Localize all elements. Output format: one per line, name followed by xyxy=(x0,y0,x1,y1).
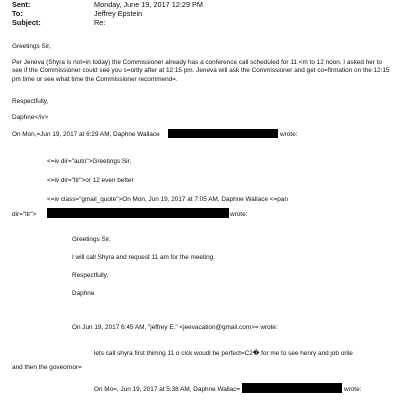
quote1-line1: <=iv dir="auto">Greetings Sir, xyxy=(47,158,132,165)
q2-signature: Daphne xyxy=(72,290,95,297)
q2-greeting: Greetings Sir, xyxy=(72,236,111,243)
redaction-block xyxy=(168,129,278,138)
subject-value: Re: xyxy=(94,18,106,27)
quote4-prefix: On Mo=, Jun 19, 2017 at 5:38 AM, Daphne Wallac= xyxy=(94,386,241,393)
sent-label: Sent: xyxy=(12,0,31,9)
quote2-line2-prefix: dir="ltr"> xyxy=(12,211,37,218)
quote1-suffix: wrote: xyxy=(280,131,298,138)
greeting: Greetings Sir, xyxy=(12,43,51,50)
q2-body: I will call Shyra and request 11 am for the meeting. xyxy=(72,254,216,261)
sent-value: Monday, June 19, 2017 12:29 PM xyxy=(94,0,203,9)
body-paragraph: Per Jeneva (Shyra is not=in today) the Commissioner already has a conference call scheduled for 11 <m to 12 noon. I asked her to see if the Commissioner could see you s=ortly after at 12:15 pm. Jeneva will ask the Commissioner and get co=firmation on the 12:15 pm time or see what time the Commissioner recommend=. xyxy=(12,59,390,83)
quote4-suffix: wrote: xyxy=(344,386,362,393)
redaction-block xyxy=(242,383,342,393)
q2-closing: Respectfully, xyxy=(72,272,109,279)
quote3-line: On Jun 19, 2017 6:45 AM, "jeffrey E." <jeevacation@gmail.com>= wrote: xyxy=(72,324,278,331)
q3-body-line1: lets call shyra first thimng 11 o clck woudl be perfect=C2� for me to see henry and job orile xyxy=(94,350,353,357)
signature: Daphne</iv> xyxy=(12,114,49,121)
to-value: Jeffrey Epstein xyxy=(94,9,143,18)
closing: Respectfully, xyxy=(12,98,49,105)
subject-label: Subject: xyxy=(12,18,41,27)
redaction-block xyxy=(47,208,229,218)
to-label: To: xyxy=(12,9,23,18)
quote1-line2: <=iv dir="ltr">or 12 even better xyxy=(47,177,134,184)
q3-body-line2: and then the goveornor= xyxy=(12,364,82,371)
quote2-suffix: wrote: xyxy=(230,211,248,218)
quote2-prefix: <=iv class="gmail_quote">On Mon, Jun 19, 2017 at 7:05 AM, Daphne Wallace <=pan xyxy=(47,196,288,203)
quote1-prefix: On Mon,=Jun 19, 2017 at 6:29 AM, Daphne Wallace xyxy=(12,131,160,138)
